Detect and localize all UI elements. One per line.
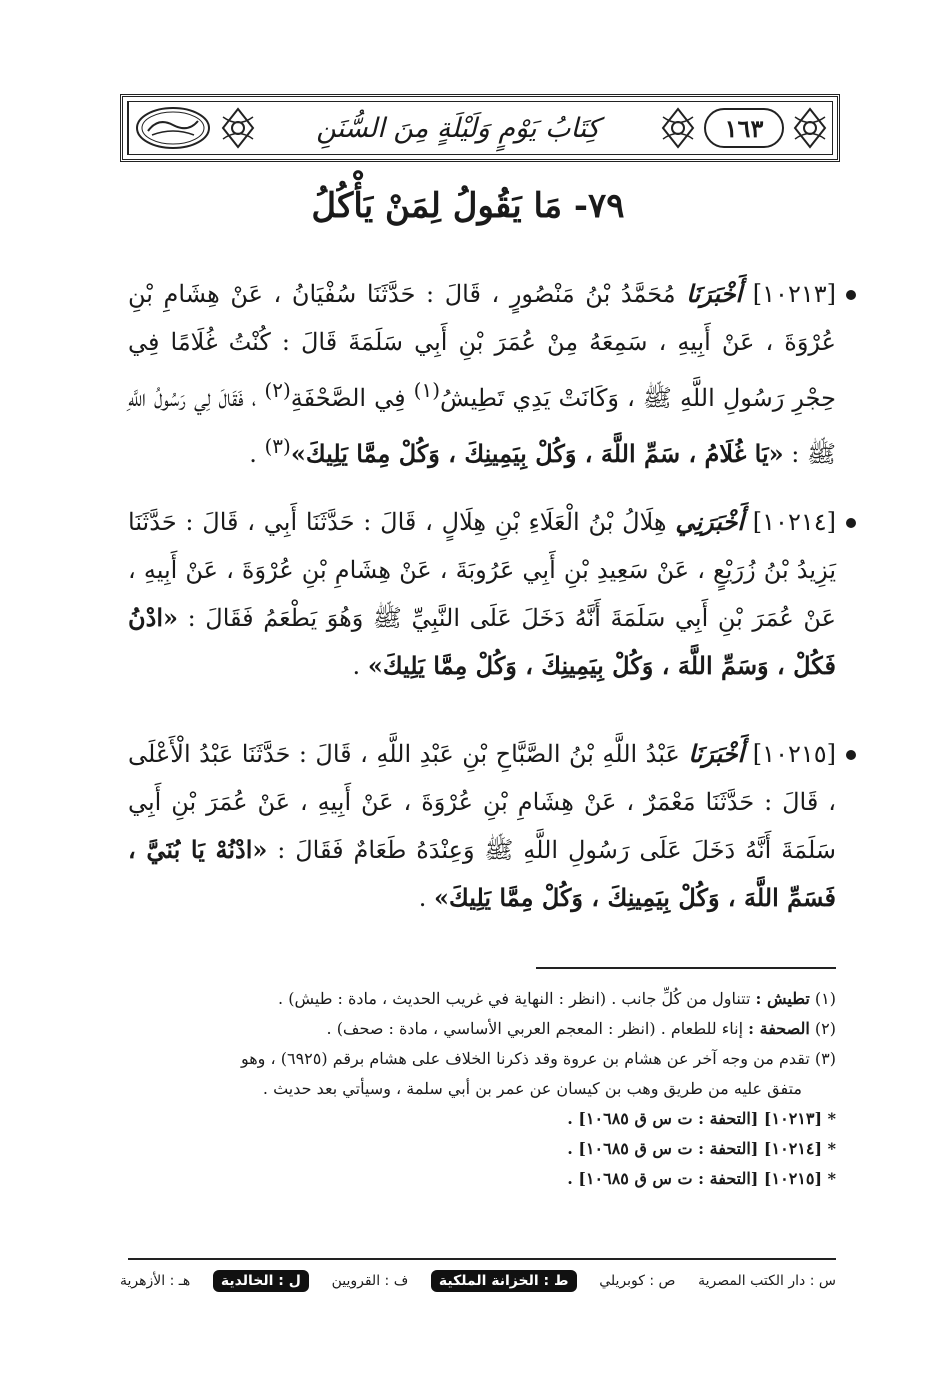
- footnote-ref: (٣): [264, 434, 291, 458]
- legend-s: س : دار الكتب المصرية: [698, 1273, 836, 1289]
- asterisk-icon: *: [827, 1139, 836, 1158]
- footnotes: [110, 984, 836, 1194]
- hadith-end: .: [418, 884, 427, 912]
- footnote-term: الصحفة :: [748, 1019, 810, 1038]
- legend-divider: [128, 1258, 836, 1260]
- footnote-number: (٢): [814, 1019, 836, 1038]
- takhrij-10213: [110, 1104, 836, 1134]
- takhrij-10214: [110, 1134, 836, 1164]
- knot-ornament-icon: [659, 105, 697, 151]
- ornament-left-1: [216, 102, 260, 154]
- asterisk-icon: *: [827, 1169, 836, 1188]
- hadith-text: هِلَالُ بْنُ الْعَلَاءِ بْنِ هِلَالٍ ، قَالَ : حَدَّثَنَا أَبِي ، قَالَ : حَدَّثَنَا يَزِيدُ بْنُ زُرَيْعٍ ، عَنْ سَعِيدِ بْنِ أَبِي عَرُوبَةَ ، عَنْ هِشَامِ بْنِ عُرْوَةَ ، عَنْ أَبِيهِ ، عَنْ عُمَرَ بْنِ أَبِي سَلَمَةَ أَنَّهُ دَخَلَ عَلَى النَّبِيِّ ﷺ وَهُوَ يَطْعَمُ فَقَالَ :: [128, 508, 837, 632]
- hadith-intro: أَخْبَرَنِي: [675, 507, 745, 536]
- hadith-10215: [128, 730, 836, 922]
- takhrij-text: [١٠٢١٥] [التحفة : ت س ق ١٠٦٨٥] .: [567, 1169, 823, 1188]
- hadith-intro: أَخْبَرَنَا: [686, 279, 743, 308]
- footnote-number: (١): [814, 989, 836, 1008]
- page-number: ١٦٣: [704, 108, 784, 148]
- legend-s2: ص : كوبريلي: [599, 1273, 676, 1289]
- footnote-number: (٣): [814, 1049, 836, 1068]
- hadith-text: فِي الصَّحْفَةِ: [290, 384, 406, 412]
- hadith-number: [١٠٢١٤]: [752, 508, 836, 536]
- bullet-icon: [846, 518, 856, 528]
- seal-emblem: [128, 102, 216, 154]
- hadith-number: [١٠٢١٥]: [752, 740, 836, 768]
- knot-ornament-icon: [791, 105, 829, 151]
- footnote-3: [110, 1044, 836, 1074]
- prophetic-quote: «ادْنُهْ يَا بُنَيَّ ، فَسَمِّ اللَّهَ ، وَكُلْ بِيَمِينِكَ ، وَكُلْ مِمَّا يَلِيكَ»: [128, 835, 836, 912]
- takhrij-text: [١٠٢١٤] [التحفة : ت س ق ١٠٦٨٥] .: [567, 1139, 823, 1158]
- footnote-text: تتناول من كُلِّ جانب . (انظر : النهاية في غريب الحديث ، مادة : طيش) .: [278, 989, 751, 1008]
- footnote-text: إناء للطعام . (انظر : المعجم العربي الأساسي ، مادة : صحف) .: [326, 1019, 744, 1038]
- seal-icon: [134, 105, 212, 151]
- book-title: كِتَابُ يَوْمٍ وَلَيْلَةٍ مِنَ السُّنَنِ: [316, 112, 600, 144]
- bullet-icon: [846, 750, 856, 760]
- knot-ornament-icon: [219, 105, 257, 151]
- footnote-3-continued: متفق عليه من طريق وهب بن كيسان عن عمر بن أبي سلمة ، وسيأتي بعد حديث .: [262, 1079, 802, 1098]
- hadith-text: مُحَمَّدُ بْنُ مَنْصُورٍ ، قَالَ : حَدَّثَنَا سُفْيَانُ ، عَنْ هِشَامِ بْنِ عُرْوَةَ ، عَنْ أَبِيهِ ، سَمِعَهُ مِنْ عُمَرَ بْنِ أَبِي سَلَمَةَ قَالَ : كُنْتُ غُلَامًا فِي حِجْرِ رَسُولِ اللَّهِ ﷺ ، وَكَانَتْ يَدِي تَطِيشُ: [128, 280, 836, 412]
- footnote-2: [110, 1014, 836, 1044]
- hadith-intro: أَخْبَرَنَا: [688, 739, 745, 768]
- footnote-text: تقدم من وجه آخر عن هشام بن عروة وقد ذكرنا الخلاف على هشام برقم (٦٩٢٥) ، وهو: [240, 1049, 810, 1068]
- footnote-ref: (٢): [264, 378, 291, 402]
- prophetic-quote: «ادْنُ فَكُلْ ، وَسَمِّ اللَّهَ ، وَكُلْ بِيَمِينِكَ ، وَكُلْ مِمَّا يَلِيكَ»: [128, 603, 836, 680]
- hadith-text: عَبْدُ اللَّهِ بْنُ الصَّبَّاحِ بْنِ عَبْدِ اللَّهِ ، قَالَ : حَدَّثَنَا عَبْدُ الْأَعْلَى ، قَالَ : حَدَّثَنَا مَعْمَرٌ ، عَنْ هِشَامِ بْنِ عُرْوَةَ ، عَنْ أَبِيهِ ، عَنْ عُمَرَ بْنِ أَبِي سَلَمَةَ أَنَّهُ دَخَلَ عَلَى رَسُولِ اللَّهِ ﷺ وَعِنْدَهُ طَعَامٌ فَقَالَ :: [128, 740, 836, 864]
- page-header: [120, 94, 840, 162]
- chapter-title: ٧٩- مَا يَقُولُ لِمَنْ يَأْكُلُ: [311, 186, 625, 226]
- prophetic-quote: «يَا غُلَامُ ، سَمِّ اللَّهَ ، وَكُلْ بِيَمِينِكَ ، وَكُلْ مِمَّا يَلِيكَ»: [290, 439, 784, 468]
- hadith-number: [١٠٢١٣]: [752, 280, 836, 308]
- hadith-end: .: [249, 440, 257, 468]
- footnote-divider: [536, 967, 836, 969]
- bullet-icon: [846, 290, 856, 300]
- ornament-right-2: [788, 102, 832, 154]
- legend-l: ل : الخالدية: [213, 1270, 309, 1292]
- legend-h: هـ : الأزهرية: [120, 1273, 191, 1289]
- hadith-end: .: [352, 652, 361, 680]
- takhrij-10215: [110, 1164, 836, 1194]
- hadith-10214: [128, 498, 836, 690]
- takhrij-text: [١٠٢١٣] [التحفة : ت س ق ١٠٦٨٥] .: [567, 1109, 823, 1128]
- hadith-10213: [128, 270, 836, 478]
- footnote-term: تطيش :: [755, 989, 810, 1008]
- ornament-right-1: [656, 102, 700, 154]
- asterisk-icon: *: [827, 1109, 836, 1128]
- legend-f: ف : القرويين: [331, 1273, 409, 1289]
- footnote-ref: (١): [413, 378, 441, 402]
- legend-t: ط : الخزانة الملكية: [431, 1270, 577, 1292]
- manuscript-legend: [120, 1266, 836, 1296]
- footnote-1: [110, 984, 836, 1014]
- hadith-text: ، فَقَالَ لِي رَسُولُ اللَّهِ ﷺ :: [128, 384, 836, 468]
